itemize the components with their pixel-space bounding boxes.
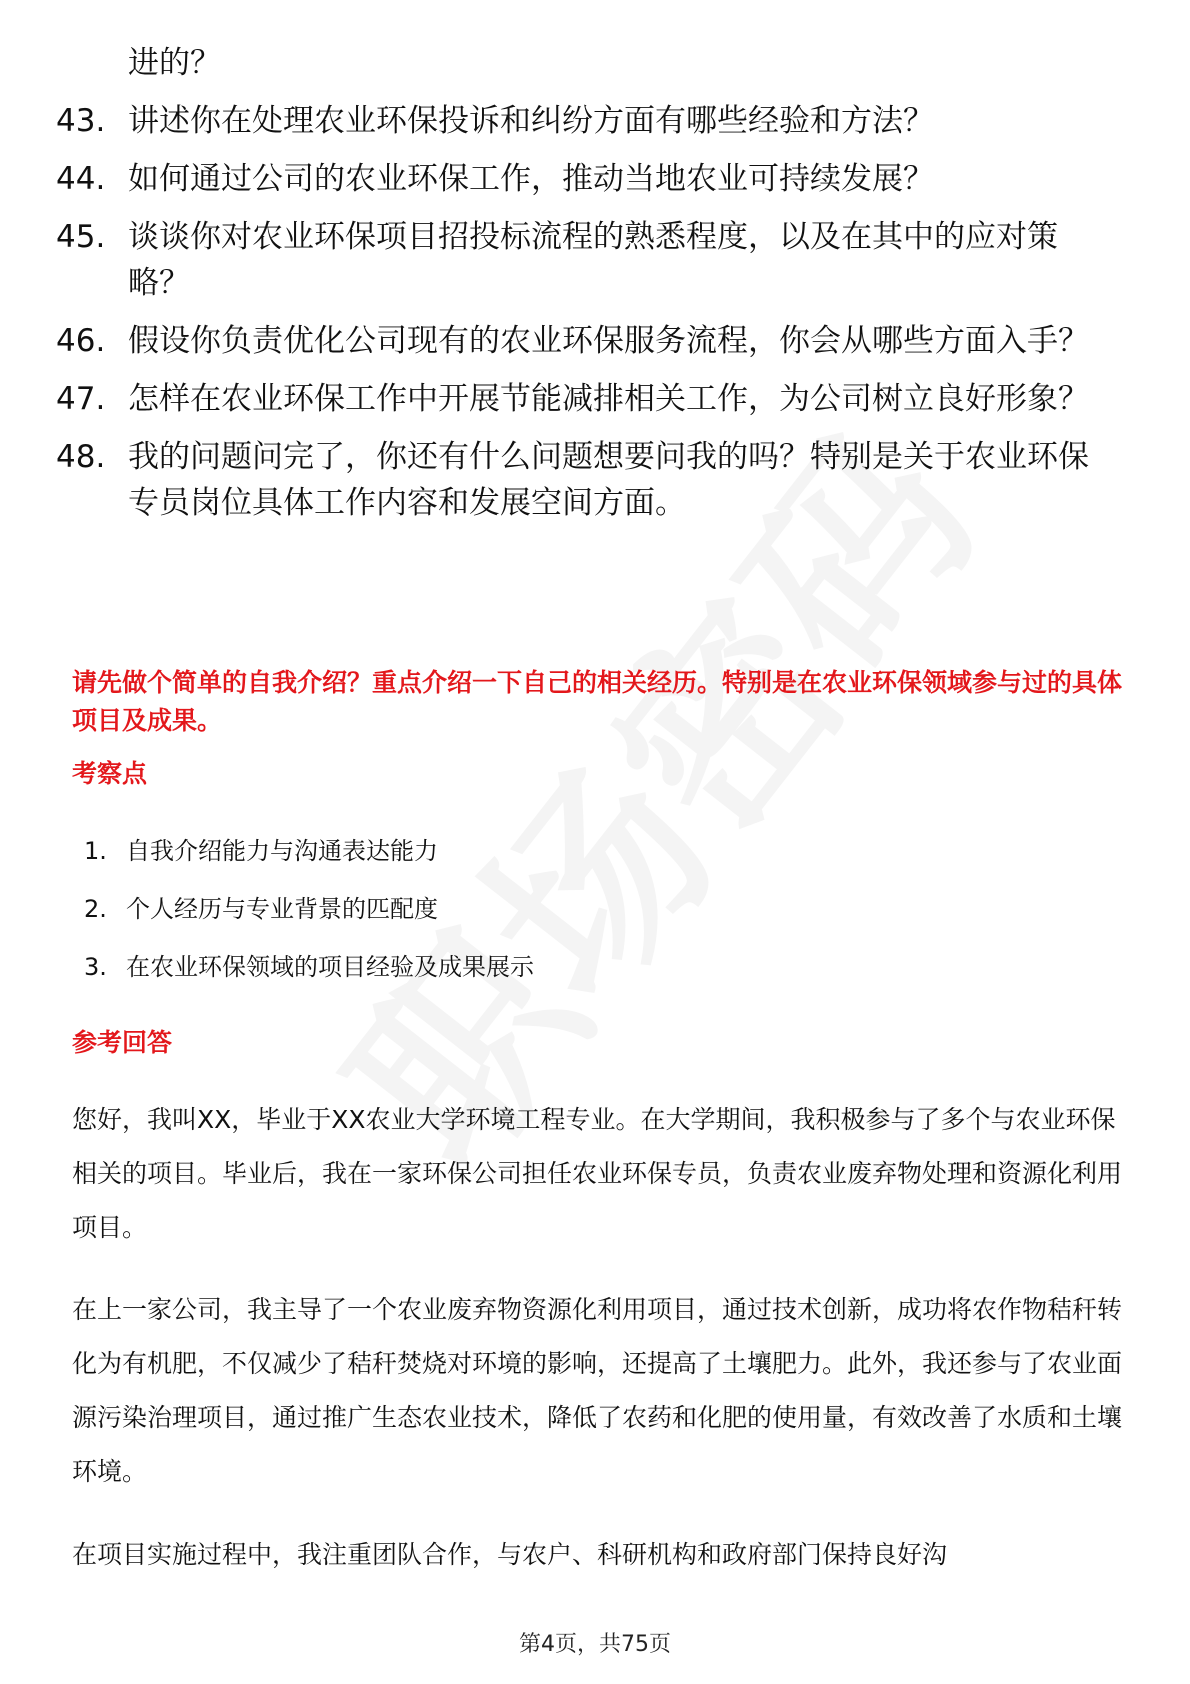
- question-continuation: 进的？: [128, 45, 221, 81]
- question-text: 讲述你在处理农业环保投诉和纠纷方面有哪些经验和方法？: [128, 103, 934, 139]
- assessment-heading: 考察点: [72, 759, 148, 788]
- point-number: 3.: [84, 953, 107, 981]
- featured-question: 请先做个简单的自我介绍？重点介绍一下自己的相关经历。特别是在农业环保领域参与过的具体项目及成果。: [72, 668, 1123, 735]
- point-text: 在农业环保领域的项目经验及成果展示: [126, 953, 534, 981]
- question-item: [56, 376, 1116, 422]
- question-item: [56, 156, 1116, 202]
- question-text: 假设你负责优化公司现有的农业环保服务流程，你会从哪些方面入手？: [128, 323, 1089, 359]
- answer-paragraph: 在上一家公司，我主导了一个农业废弃物资源化利用项目，通过技术创新，成功将农作物秸秆转化为有机肥，不仅减少了秸秆焚烧对环境的影响，还提高了土壤肥力。此外，我还参与了农业面源污染治理项目，通过推广生态农业技术，降低了农药和化肥的使用量，有效改善了水质和土壤环境。: [72, 1295, 1123, 1486]
- answer-heading: 参考回答: [72, 1028, 173, 1057]
- page-footer: 第4页，共75页: [519, 1632, 671, 1657]
- question-text: 怎样在农业环保工作中开展节能减排相关工作，为公司树立良好形象？: [128, 381, 1089, 417]
- question-item: [56, 214, 1116, 306]
- question-text: 谈谈你对农业环保项目招投标流程的熟悉程度，以及在其中的应对策略？: [128, 219, 1058, 301]
- assessment-point: [84, 891, 1084, 927]
- question-number: 46.: [56, 323, 106, 359]
- question-list: [56, 40, 1116, 538]
- question-text: 我的问题问完了，你还有什么问题想要问我的吗？特别是关于农业环保专员岗位具体工作内容和发展空间方面。: [128, 439, 1089, 521]
- point-text: 个人经历与专业背景的匹配度: [126, 895, 438, 923]
- question-number: 45.: [56, 219, 106, 255]
- point-text: 自我介绍能力与沟通表达能力: [126, 837, 438, 865]
- question-number: 47.: [56, 381, 106, 417]
- answer-paragraph: 您好，我叫XX，毕业于XX农业大学环境工程专业。在大学期间，我积极参与了多个与农业环保相关的项目。毕业后，我在一家环保公司担任农业环保专员，负责农业废弃物处理和资源化利用项目。: [72, 1105, 1123, 1242]
- point-number: 2.: [84, 895, 107, 923]
- question-text: 如何通过公司的农业环保工作，推动当地农业可持续发展？: [128, 161, 934, 197]
- question-item: [56, 98, 1116, 144]
- assessment-points: [84, 833, 1084, 1007]
- question-number: 48.: [56, 439, 106, 475]
- point-number: 1.: [84, 837, 107, 865]
- assessment-point: [84, 949, 1084, 985]
- question-item: [56, 434, 1116, 526]
- answer-paragraph: 在项目实施过程中，我注重团队合作，与农户、科研机构和政府部门保持良好沟: [72, 1540, 948, 1569]
- assessment-point: [84, 833, 1084, 869]
- question-number: 43.: [56, 103, 106, 139]
- question-item: [56, 318, 1116, 364]
- question-number: 44.: [56, 161, 106, 197]
